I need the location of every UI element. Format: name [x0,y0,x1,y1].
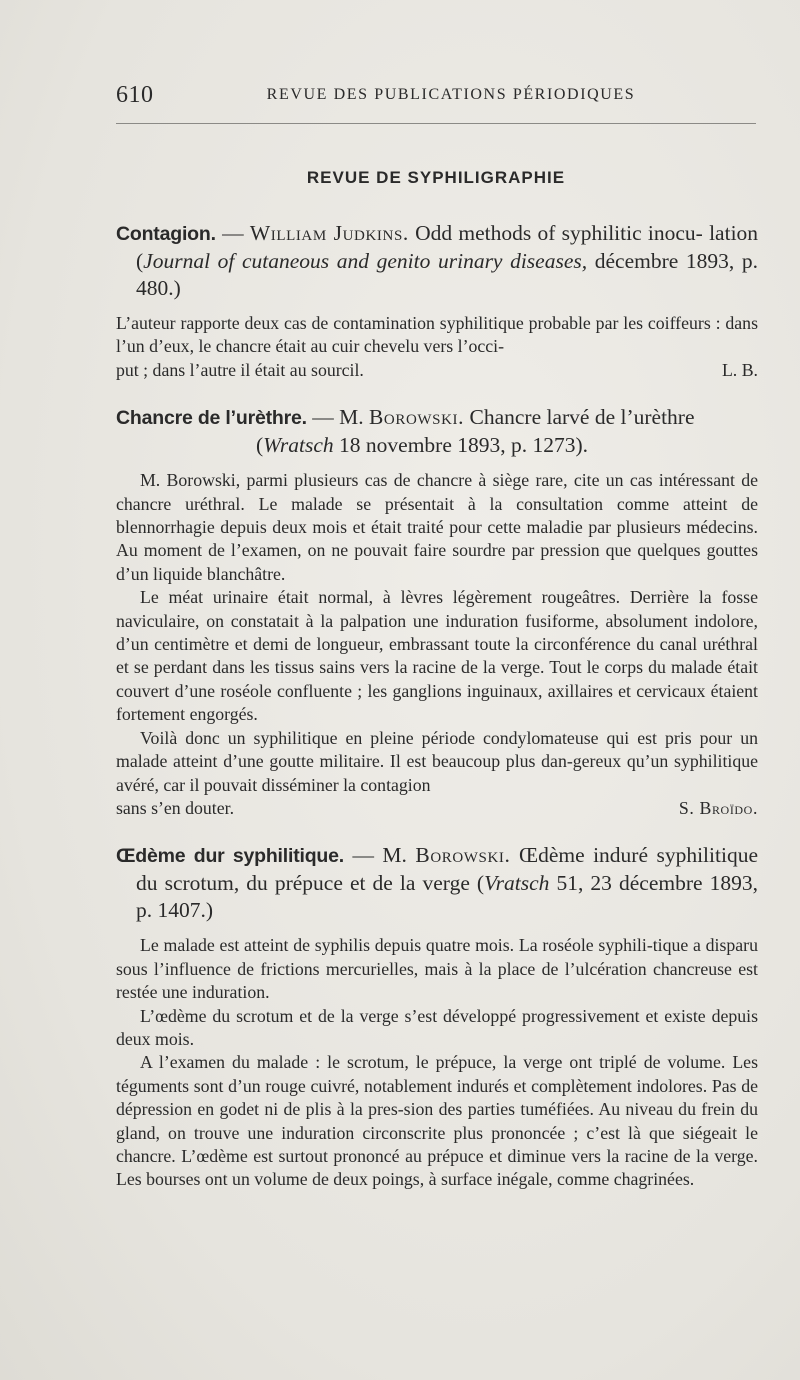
entry-ref-open: ( [256,433,264,458]
entry-journal: Vratsch [484,871,550,896]
entry-last-line [116,797,758,820]
entry-journal: Wratsch [263,433,334,458]
entry-paragraph: Le malade est atteint de syphilis depuis quatre mois. La roséole syphili-tique a disparu sous l’influence de frictions mercurielles, mais à la place de l’ulcération chancreuse est restée une induration. [116,935,758,1003]
entry-keyword: Œdème dur syphilitique. [116,845,345,868]
entry-paragraph: M. Borowski, parmi plusieurs cas de chancre à siège rare, cite un cas intéressant de chancre uréthral. Le malade se présentait à la consultation comme atteint de blennorrhagie depuis deux mois et était traité pour cette maladie par plusieurs médecins. Au moment de l’examen, on ne pouvait faire sourdre par pression que quelques gouttes d’un liquide blanchâtre. [116,470,758,584]
entry-author: Borowski. [415,843,511,868]
entry-ref: 51, 23 décembre 1893, p. 1407.) [136,871,758,923]
entry-heading-oedeme [116,842,758,924]
entry-keyword: Chancre de l’urèthre. [116,407,307,430]
entry-paragraph: L’œdème du scrotum et de la verge s’est développé progressivement et existe depuis deux mois. [116,1005,758,1049]
page-number: 610 [116,82,154,108]
section-title: REVUE DE SYPHILIGRAPHIE [306,168,566,187]
entry-heading-chancre [116,404,758,459]
running-title: REVUE DES PUBLICATIONS PÉRIODIQUES [266,86,636,103]
article-body [116,220,758,1192]
entry-ref: décembre 1893, p. 480.) [136,249,759,300]
entry-title-cont: lation ( [136,221,759,273]
entry-title: Œdème induré syphilitique du scrotum, du prépuce et de la verge ( [136,843,758,896]
entry-dash: — [312,405,334,430]
entry-author: Borowski. [368,405,465,430]
header-rule [116,123,756,124]
entry-last-text: put ; dans l’autre il était au sourcil. [116,359,364,380]
entry-last-text: sans s’en douter. [116,797,235,818]
entry-last-line [116,359,758,382]
entry-paragraph: Voilà donc un syphilitique en pleine période condylomateuse qui est pris pour un malade atteint d’une goutte militaire. Il est beaucoup plus dan-gereux qu’un syphilitique avéré, car il pouvait disséminer la contagion [116,727,758,795]
entry-paragraph: Le méat urinaire était normal, à lèvres légèrement rougeâtres. Derrière la fosse naviculaire, on constatait à la palpation une induration fusiforme, absolument indolore, d’un centimètre et demi de longueur, embrassant toute la circonférence du canal uréthral et se perdant dans les tissus sains vers la racine de la verge. Tout le corps du malade était couvert d’une roséole confluente ; les ganglions inguinaux, axillaires et cervicaux étaient fortement engorgés. [116,587,758,725]
entry-journal: Journal of cutaneous and genito urinary diseases, [143,249,588,273]
entry-author: William Judkins. [249,221,409,245]
entry-heading-contagion [116,220,758,302]
entry-paragraph: L’auteur rapporte deux cas de contamination syphilitique probable par les coiffeurs : dans l’un d’eux, le chancre était au cuir chevelu vers l’occi- [116,313,758,357]
entry-paragraph: A l’examen du malade : le scrotum, le prépuce, la verge ont triplé de volume. Les téguments sont d’un rouge cuivré, notablement indurés et complètement indolores. Pas de dépression en godet ni de plis à la pres-sion des parties tuméfiées. Au niveau du frein du gland, on trouve une induration circonscrite plus prononcée ; c’est là que siégeait le chancre. L’œdème est surtout prononcé au prépuce et diminue vers la racine de la verge. Les bourses ont un volume de deux poings, à surface inégale, comme chagrinées. [116,1052,758,1190]
entry-signature: L. B. [721,359,758,380]
entry-dash: — [352,843,374,868]
entry-author-prefix: M. [382,843,407,868]
entry-title: Odd methods of syphilitic inocu- [415,221,703,245]
entry-signature: S. Broïdo. [678,797,758,818]
entry-keyword: Contagion. [116,223,216,245]
entry-dash: — [222,221,244,245]
page-header [116,82,756,112]
entry-author-prefix: M. [339,405,364,430]
entry-title: Chancre larvé de l’urèthre [469,405,695,430]
entry-ref: 18 novembre 1893, p. 1273). [333,433,589,458]
